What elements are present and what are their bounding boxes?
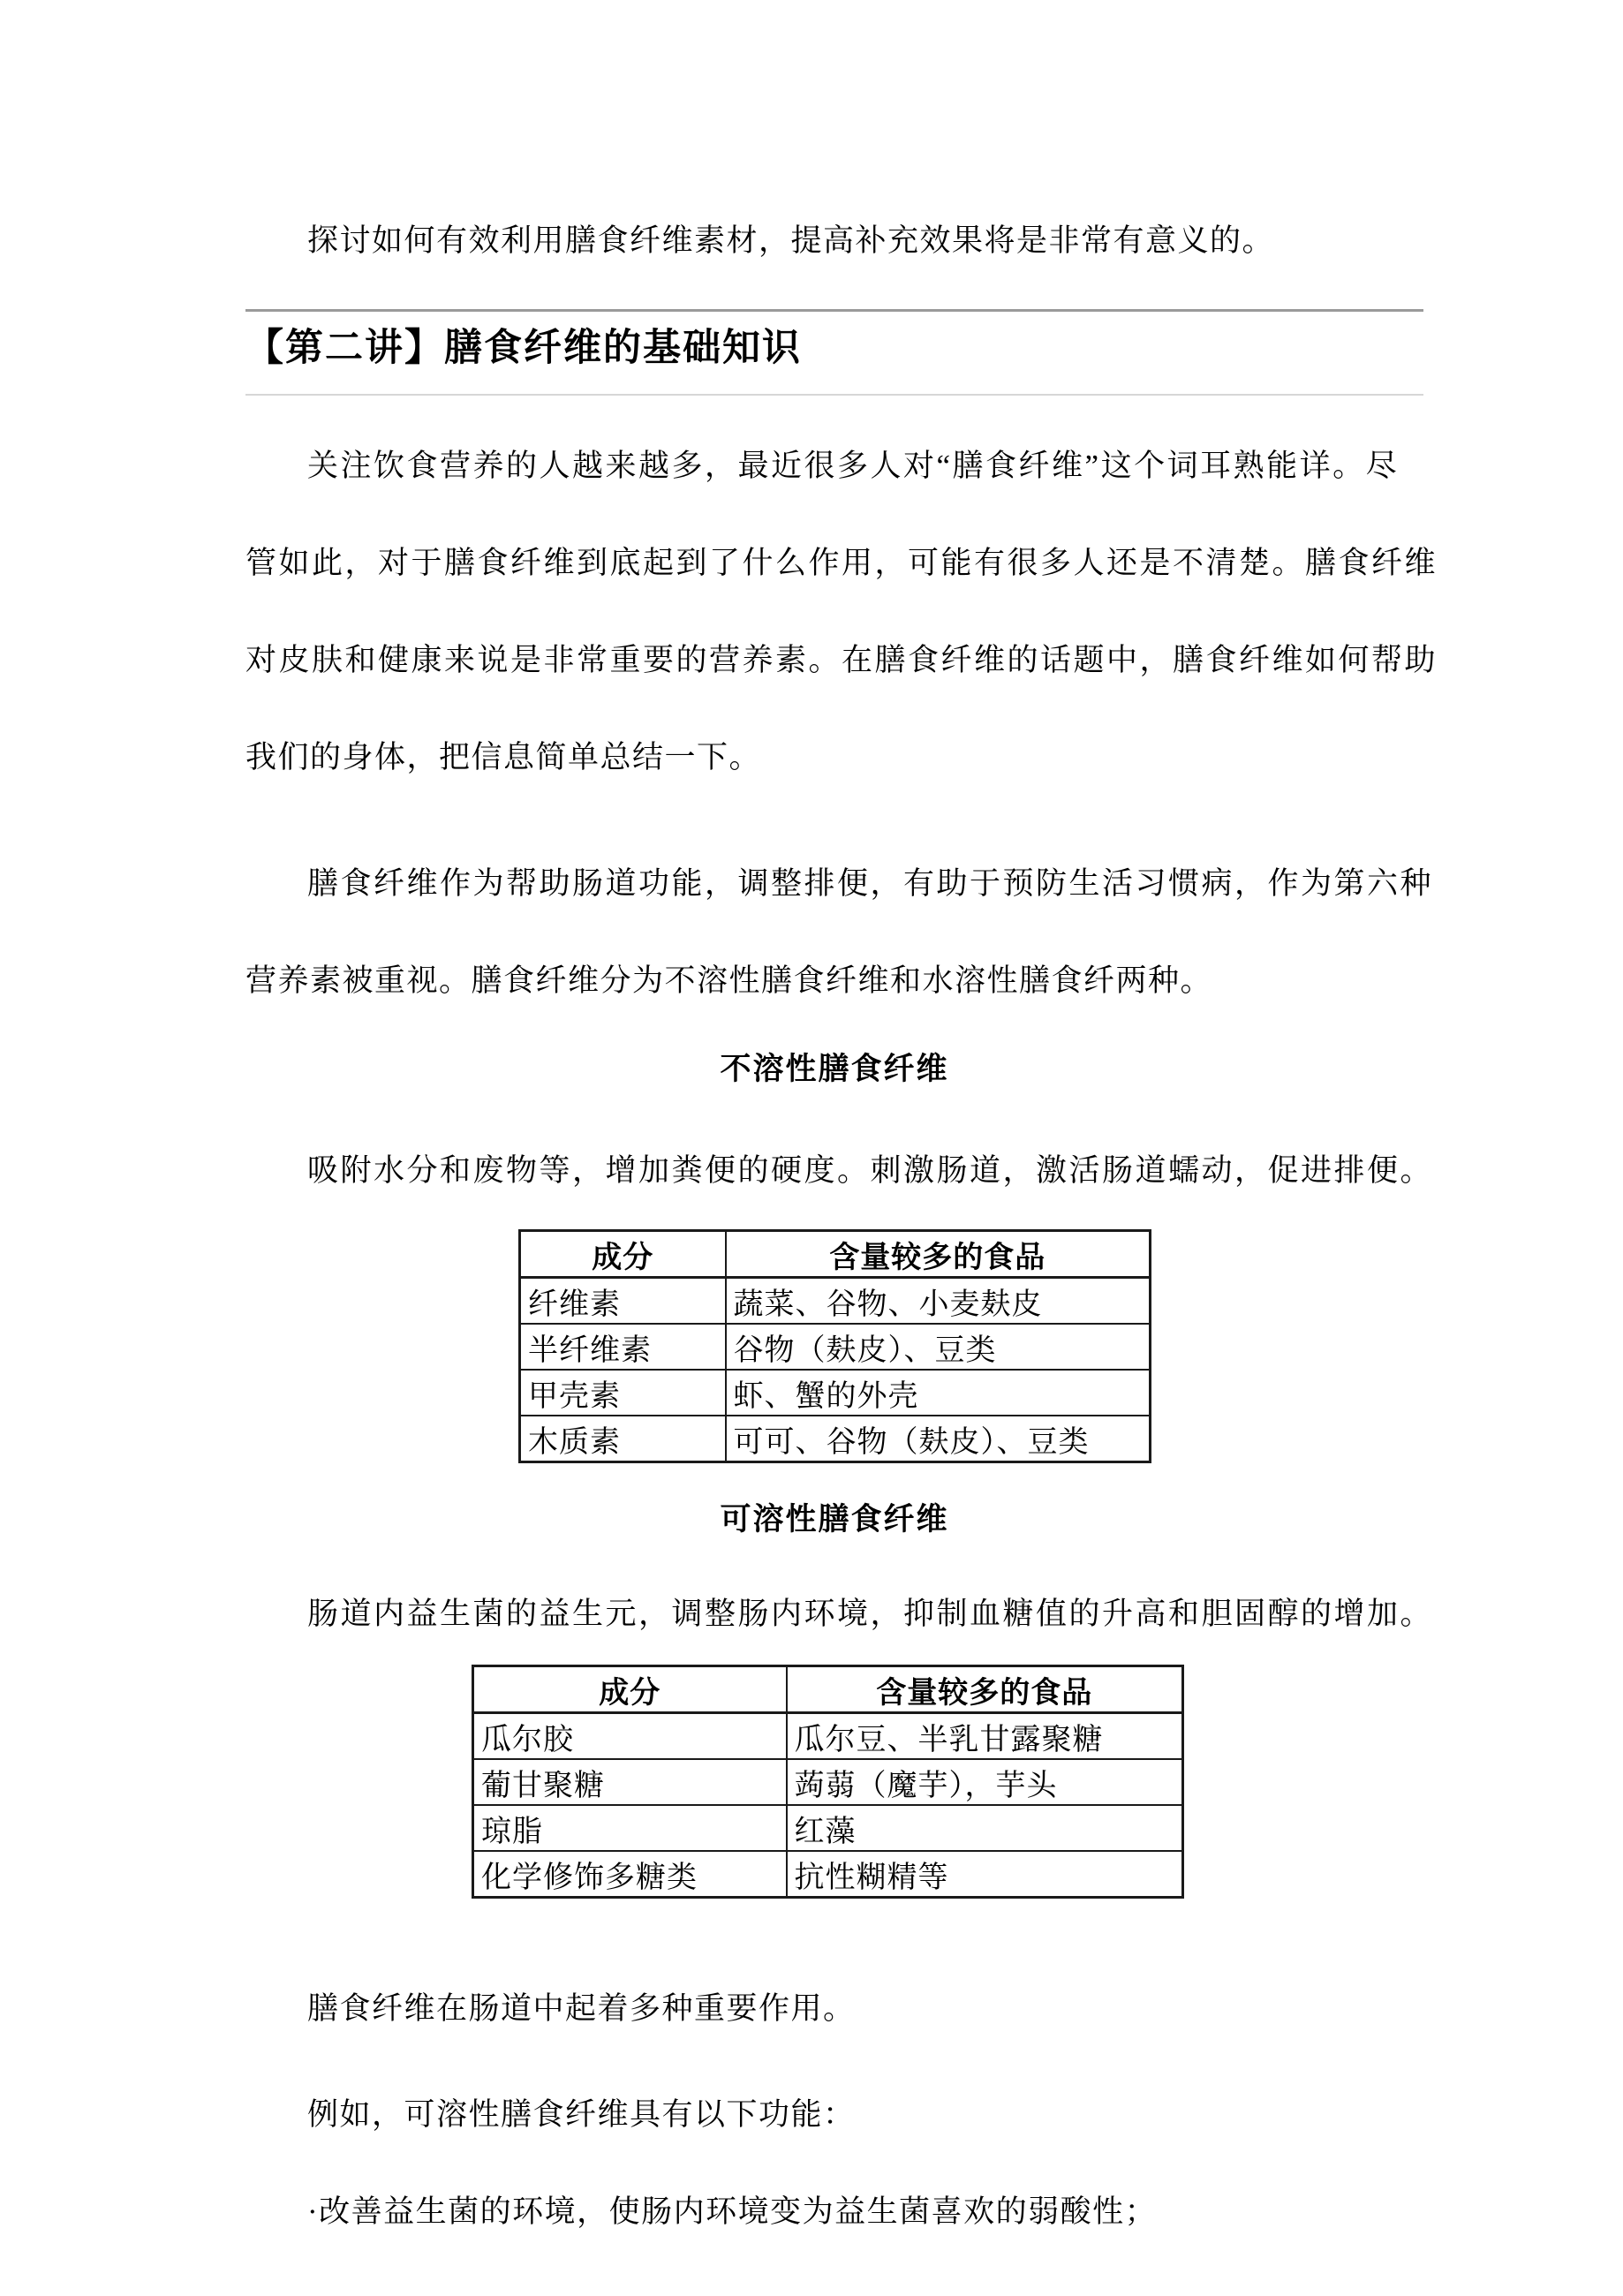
insoluble-fiber-table — [518, 1229, 1151, 1463]
table-cell: 蔬菜、谷物、小麦麸皮 — [726, 1278, 1151, 1325]
table-cell: 可可、谷物（麸皮）、豆类 — [726, 1416, 1151, 1462]
paragraph-line: 肠道内益生菌的益生元，调整肠内环境，抑制血糖值的升高和胆固醇的增加。 — [307, 1597, 1434, 1631]
table-cell: 葡甘聚糖 — [473, 1759, 787, 1805]
soluble-fiber-description — [245, 1566, 1434, 1663]
closing-paragraph-example — [245, 2066, 1423, 2164]
paragraph-line: 我们的身体，把信息简单总结一下。 — [245, 740, 762, 774]
table-cell: 抗性糊精等 — [787, 1851, 1183, 1898]
intro-paragraph — [245, 0, 1423, 290]
insoluble-fiber-subheading: 不溶性膳食纤维 — [720, 1052, 949, 1086]
sixth-nutrient-paragraph — [245, 835, 1434, 1030]
table-header-cell: 成分 — [520, 1231, 726, 1278]
closing-bullet-item — [245, 2164, 1423, 2261]
heading-divider-bottom — [245, 394, 1423, 396]
closing-paragraph-roles — [245, 1960, 1423, 2058]
table-cell: 谷物（麸皮）、豆类 — [726, 1324, 1151, 1370]
table-header-row — [520, 1231, 1151, 1278]
table-cell: 琼脂 — [473, 1805, 787, 1851]
table-cell: 纤维素 — [520, 1278, 726, 1325]
soluble-fiber-table — [472, 1665, 1184, 1899]
table-row — [520, 1416, 1151, 1462]
heading-divider-top — [245, 309, 1423, 312]
paragraph-line: 例如，可溶性膳食纤维具有以下功能： — [307, 2097, 856, 2132]
paragraph-line: 营养素被重视。膳食纤维分为不溶性膳食纤维和水溶性膳食纤两种。 — [245, 963, 1213, 998]
soluble-fiber-subheading: 可溶性膳食纤维 — [720, 1502, 949, 1537]
table-header-cell: 含量较多的食品 — [787, 1666, 1183, 1713]
table-row — [520, 1370, 1151, 1416]
table-row — [520, 1324, 1151, 1370]
paragraph-line: 膳食纤维在肠道中起着多种重要作用。 — [307, 1991, 856, 2026]
overview-paragraph — [245, 418, 1438, 806]
paragraph-line: ·改善益生菌的环境，使肠内环境变为益生菌喜欢的弱酸性； — [307, 2194, 1158, 2229]
paragraph-line: 关注饮食营养的人越来越多，最近很多人对“膳食纤维”这个词耳熟能详。尽 — [307, 449, 1400, 483]
section-heading: 【第二讲】膳食纤维的基础知识 — [245, 328, 802, 369]
table-row — [473, 1759, 1183, 1805]
table-row — [473, 1851, 1183, 1898]
table-cell: 虾、蟹的外壳 — [726, 1370, 1151, 1416]
paragraph-line: 探讨如何有效利用膳食纤维素材，提高补充效果将是非常有意义的。 — [307, 223, 1275, 258]
table-cell: 红藻 — [787, 1805, 1183, 1851]
table-cell: 化学修饰多糖类 — [473, 1851, 787, 1898]
document-content — [245, 0, 1438, 2261]
table-row — [473, 1713, 1183, 1760]
table-cell: 甲壳素 — [520, 1370, 726, 1416]
table-header-cell: 成分 — [473, 1666, 787, 1713]
insoluble-fiber-description — [245, 1122, 1434, 1220]
paragraph-line: 膳食纤维作为帮助肠道功能，调整排便，有助于预防生活习惯病，作为第六种 — [307, 866, 1434, 901]
table-header-cell: 含量较多的食品 — [726, 1231, 1151, 1278]
table-row — [473, 1805, 1183, 1851]
table-row — [520, 1278, 1151, 1325]
table-cell: 半纤维素 — [520, 1324, 726, 1370]
table-cell: 瓜尔胶 — [473, 1713, 787, 1760]
paragraph-line: 对皮肤和健康来说是非常重要的营养素。在膳食纤维的话题中，膳食纤维如何帮助 — [245, 643, 1438, 677]
table-cell: 蒟蒻（魔芋），芋头 — [787, 1759, 1183, 1805]
table-cell: 木质素 — [520, 1416, 726, 1462]
table-header-row — [473, 1666, 1183, 1713]
paragraph-line: 管如此，对于膳食纤维到底起到了什么作用，可能有很多人还是不清楚。膳食纤维 — [245, 546, 1438, 580]
paragraph-line: 吸附水分和废物等，增加粪便的硬度。刺激肠道，激活肠道蠕动，促进排便。 — [307, 1153, 1434, 1188]
table-cell: 瓜尔豆、半乳甘露聚糖 — [787, 1713, 1183, 1760]
